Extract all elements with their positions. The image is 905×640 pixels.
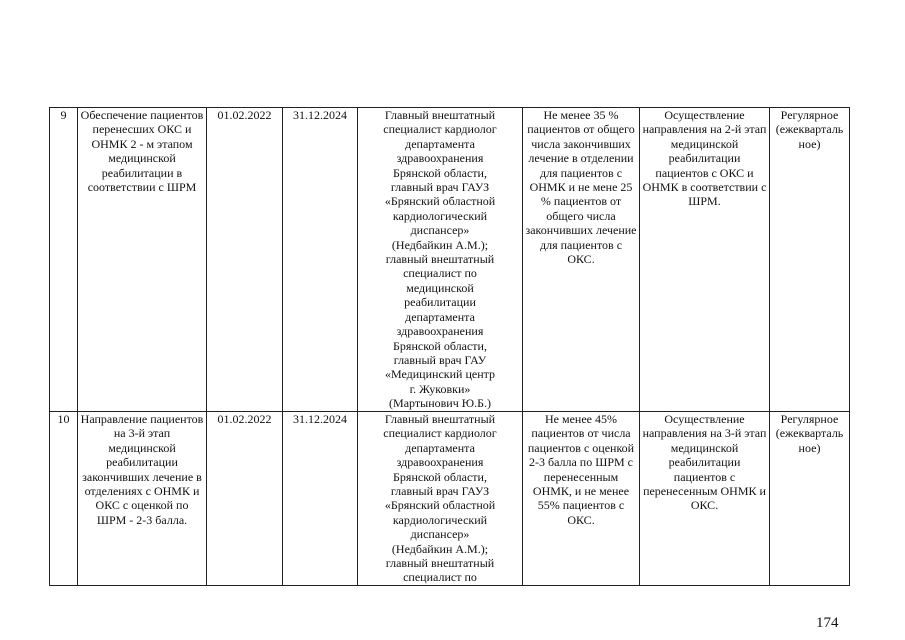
row-number: 9 <box>50 108 78 412</box>
table-row <box>50 108 850 412</box>
activity-table <box>49 107 850 586</box>
indicator-cell: Не менее 35 % пациентов от общего числа закончивших лечение в отделении для пациентов с ОНМК и не мене 25 % пациентов от общего числа закончивших лечение для пациентов с ОКС. <box>523 108 640 412</box>
executor-cell: Главный внештатный специалист кардиолог департамента здравоохранения Брянской области, главный врач ГАУЗ «Брянский областной кардиологический диспансер» (Недбайкин А.М.); главный внештатный специалист по медицинской реабилитации департамента здравоохранения Брянской области, главный врач ГАУ «Медицинский центр г. Жуковки» (Мартынович Ю.Б.) <box>358 108 523 412</box>
executor-cell: Главный внештатный специалист кардиолог департамента здравоохранения Брянской области, главный врач ГАУЗ «Брянский областной кардиологический диспансер» (Недбайкин А.М.); главный внештатный специалист по <box>358 412 523 586</box>
event-cell: Обеспечение пациентов перенесших ОКС и ОНМК 2 - м этапом медицинской реабилитации в соответствии с ШРМ <box>78 108 207 412</box>
page-number: 174 <box>816 615 839 631</box>
row-number: 10 <box>50 412 78 586</box>
end-date-cell: 31.12.2024 <box>283 108 358 412</box>
start-date-cell: 01.02.2022 <box>207 108 283 412</box>
indicator-cell: Не менее 45% пациентов от числа пациентов с оценкой 2-3 балла по ШРМ с перенесенным ОНМК, и не менее 55% пациентов с ОКС. <box>523 412 640 586</box>
periodicity-cell: Регулярное (ежекварталь ное) <box>770 108 850 412</box>
event-cell: Направление пациентов на 3-й этап медицинской реабилитации закончивших лечение в отделениях с ОНМК и ОКС с оценкой по ШРМ - 2-3 балла. <box>78 412 207 586</box>
end-date-cell: 31.12.2024 <box>283 412 358 586</box>
periodicity-cell: Регулярное (ежекварталь ное) <box>770 412 850 586</box>
result-cell: Осуществление направления на 3-й этап медицинской реабилитации пациентов с перенесенным ОНМК и ОКС. <box>640 412 770 586</box>
start-date-cell: 01.02.2022 <box>207 412 283 586</box>
result-cell: Осуществление направления на 2-й этап медицинской реабилитации пациентов с ОКС и ОНМК в соответствии с ШРМ. <box>640 108 770 412</box>
table-row <box>50 412 850 586</box>
